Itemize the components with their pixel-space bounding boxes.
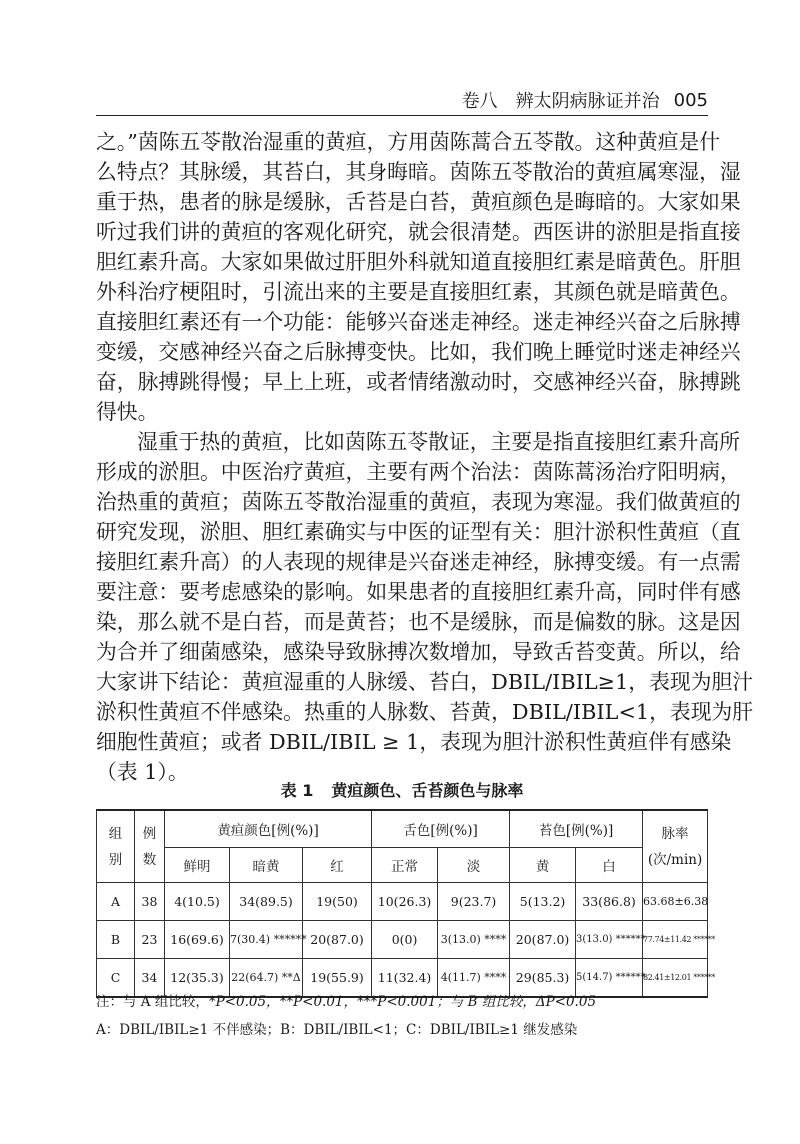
text-line: 湿重于热的黄疸，比如茵陈五苓散证，主要是指直接胆红素升高所 <box>137 430 741 454</box>
table-cell: 38 <box>135 883 165 921</box>
table-cell: 77.74±11.42 ****** <box>643 921 708 959</box>
text-line: 染，那么就不是白苔，而是黄苔；也不是缓脉，而是偏数的脉。这是因 <box>96 610 741 634</box>
subheader-red: 红 <box>303 848 372 883</box>
table-cell: 10(26.3) <box>372 883 438 921</box>
col-header-pulse-rate: 脉率 (次/min) <box>643 810 708 883</box>
table-row <box>97 883 708 921</box>
chapter-label: 卷八 <box>461 91 498 112</box>
table-cell: 9(23.7) <box>438 883 510 921</box>
table-cell: 19(55.9) <box>303 959 372 998</box>
table-cell: 0(0) <box>372 921 438 959</box>
text-line: 大家讲下结论：黄疸湿重的人脉缓、苔白，DBIL/IBIL≥1，表现为胆汁 <box>96 670 754 694</box>
table-cell: 12(35.3) <box>165 959 230 998</box>
table-cell: B <box>97 921 135 959</box>
subheader-pale: 淡 <box>438 848 510 883</box>
text-line: 为合并了细菌感染，感染导致脉搏次数增加，导致舌苔变黄。所以，给 <box>96 640 741 664</box>
subheader-dark-yellow: 暗黄 <box>230 848 303 883</box>
body-text <box>96 127 754 787</box>
table-note-groups: A：DBIL/IBIL≥1 不伴感染；B：DBIL/IBIL<1；C：DBIL/IBIL≥1 继发感染 <box>96 1022 578 1038</box>
table-row <box>97 921 708 959</box>
text-line: 胆红素升高。大家如果做过肝胆外科就知道直接胆红素是暗黄色。肝胆 <box>96 250 741 274</box>
running-header <box>96 86 708 114</box>
table-cell: 63.68±6.38 <box>643 883 708 921</box>
table-cell: 20(87.0) <box>510 921 576 959</box>
table-cell: 5(13.2) <box>510 883 576 921</box>
text-line: 重于热，患者的脉是缓脉，舌苔是白苔，黄疸颜色是晦暗的。大家如果 <box>96 190 741 214</box>
text-line: 得快。 <box>96 400 159 424</box>
table-cell: 5(14.7) ****** <box>576 959 643 998</box>
text-line: 变缓，交感神经兴奋之后脉搏变快。比如，我们晚上睡觉时迷走神经兴 <box>96 340 741 364</box>
table-cell: A <box>97 883 135 921</box>
table-cell: 4(11.7) **** <box>438 959 510 998</box>
table-cell: C <box>97 959 135 998</box>
col-header-jaundice-color: 黄疸颜色[例(%)] <box>165 810 372 848</box>
text-line: 接胆红素升高）的人表现的规律是兴奋迷走神经，脉搏变缓。有一点需 <box>96 550 741 574</box>
data-table <box>96 809 715 998</box>
table-note-significance: 注：与 A 组比较，*P<0.05，**P<0.01，***P<0.001；与 B 组比较，ΔP<0.05 <box>96 994 597 1010</box>
table-cell: 34 <box>135 959 165 998</box>
col-header-coating-color: 苔色[例(%)] <box>510 810 643 848</box>
table-cell: 11(32.4) <box>372 959 438 998</box>
table-cell: 4(10.5) <box>165 883 230 921</box>
subheader-white: 白 <box>576 848 643 883</box>
text-line: 治热重的黄疸；茵陈五苓散治湿重的黄疸，表现为寒湿。我们做黄疸的 <box>96 490 741 514</box>
text-line: 外科治疗梗阻时，引流出来的主要是直接胆红素，其颜色就是暗黄色。 <box>96 280 741 304</box>
text-line: 直接胆红素还有一个功能：能够兴奋迷走神经。迷走神经兴奋之后脉搏 <box>96 310 741 334</box>
text-line: 听过我们讲的黄疸的客观化研究，就会很清楚。西医讲的淤胆是指直接 <box>96 220 741 244</box>
paragraph-2 <box>96 427 754 787</box>
table-title: 黄疸颜色、舌苔颜色与脉率 <box>331 781 524 800</box>
table-cell: 23 <box>135 921 165 959</box>
table-cell: 33(86.8) <box>576 883 643 921</box>
text-line: 要注意：要考虑感染的影响。如果患者的直接胆红素升高，同时伴有感 <box>96 580 741 604</box>
table-cell: 19(50) <box>303 883 372 921</box>
paragraph-1 <box>96 127 741 427</box>
table-cell: 7(30.4) ****** <box>230 921 303 959</box>
text-line: 细胞性黄疸；或者 DBIL/IBIL ≥ 1，表现为胆汁淤积性黄疸伴有感染 <box>96 730 732 754</box>
table-caption <box>96 778 708 801</box>
text-line: 之。”茵陈五苓散治湿重的黄疸，方用茵陈蒿合五苓散。这种黄疸是什 <box>96 130 721 154</box>
text-line: 奋，脉搏跳得慢；早上上班，或者情绪激动时，交感神经兴奋，脉搏跳 <box>96 370 741 394</box>
text-line: 么特点？其脉缓，其苔白，其身晦暗。茵陈五苓散治的黄疸属寒湿，湿 <box>96 160 741 184</box>
table-cell: 29(85.3) <box>510 959 576 998</box>
table-cell: 16(69.6) <box>165 921 230 959</box>
text-line: 研究发现，淤胆、胆红素确实与中医的证型有关：胆汁淤积性黄疸（直 <box>96 520 741 544</box>
col-header-tongue-color: 舌色[例(%)] <box>372 810 510 848</box>
table-cell: 20(87.0) <box>303 921 372 959</box>
col-header-group: 组 别 <box>97 810 135 883</box>
table-cell: 3(13.0) ****** <box>576 921 643 959</box>
text-line: 形成的淤胆。中医治疗黄疸，主要有两个治法：茵陈蒿汤治疗阳明病， <box>96 460 741 484</box>
text-line: （表 1）。 <box>96 760 189 784</box>
table-cell: 3(13.0) **** <box>438 921 510 959</box>
header-rule <box>96 115 708 116</box>
col-header-cases: 例 数 <box>135 810 165 883</box>
table-cell: 22(64.7) **Δ <box>230 959 303 998</box>
subheader-normal: 正常 <box>372 848 438 883</box>
page-number: 005 <box>673 89 708 111</box>
table-cell: 34(89.5) <box>230 883 303 921</box>
subheader-yellow: 黄 <box>510 848 576 883</box>
table-number: 表 1 <box>280 781 314 800</box>
table-cell: 82.41±12.01 ****** <box>643 959 708 998</box>
subheader-bright: 鲜明 <box>165 848 230 883</box>
section-title: 辨太阴病脉证并治 <box>515 91 660 112</box>
text-line: 淤积性黄疸不伴感染。热重的人脉数、苔黄，DBIL/IBIL<1，表现为肝 <box>96 700 754 724</box>
